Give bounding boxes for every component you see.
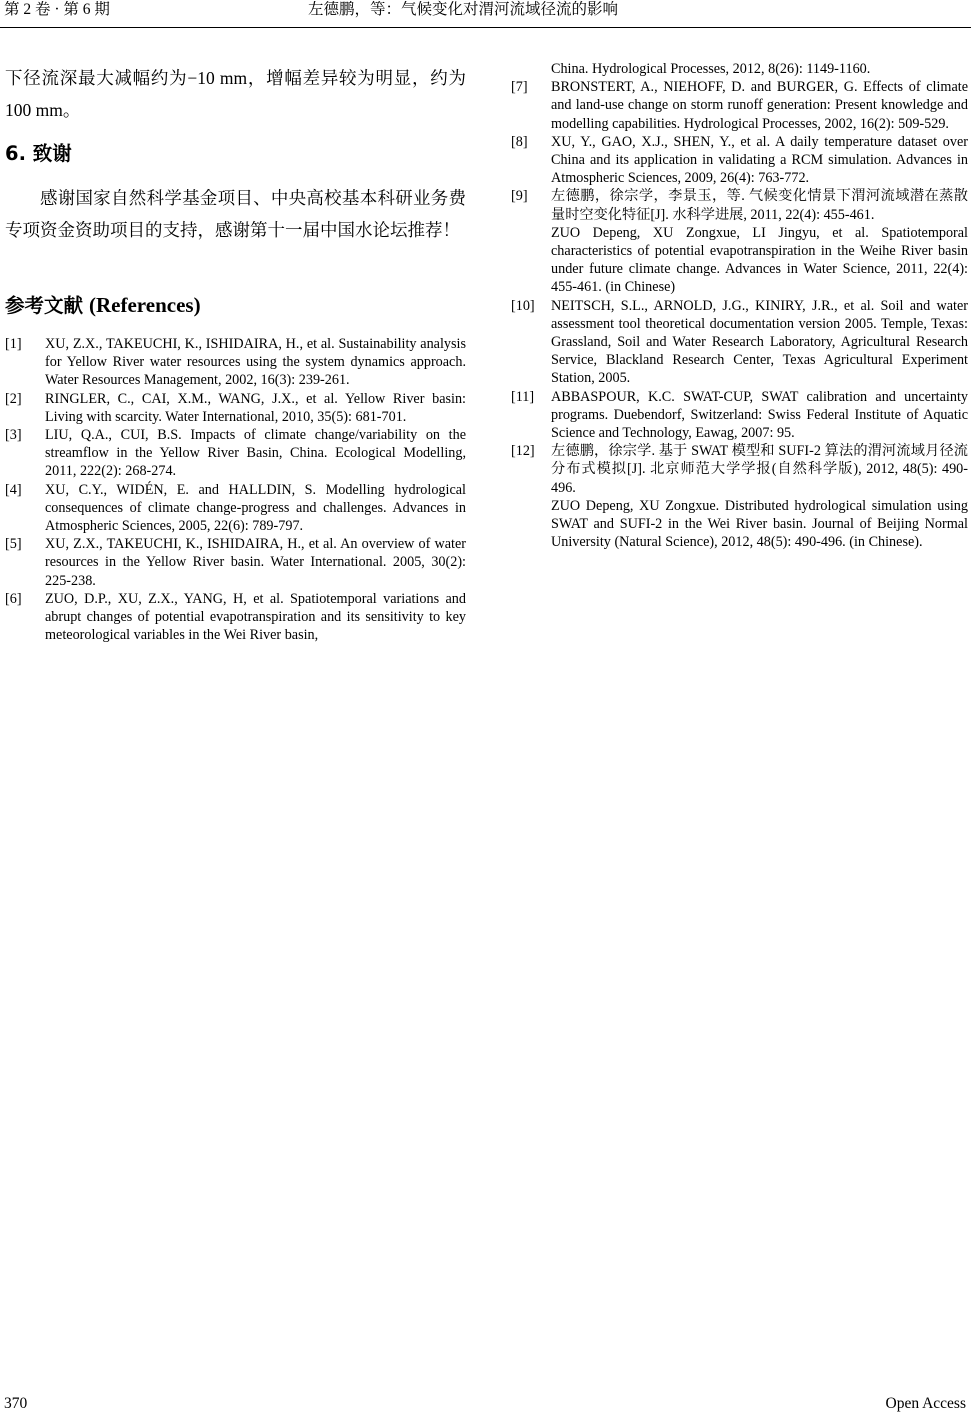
- reference-number: [12]: [511, 443, 535, 460]
- reference-text-cn: 左德鹏，徐宗学，李景玉，等. 气候变化情景下渭河流域潜在蒸散量时空变化特征[J]. 水科学进展, 2011, 22(4): 455-461.: [551, 188, 968, 223]
- reference-number: [8]: [511, 133, 528, 150]
- reference-item: [5, 481, 466, 536]
- reference-list-right: [511, 60, 968, 551]
- reference-text-en: ZUO Depeng, XU Zongxue. Distributed hydrological simulation using SWAT and SUFI-2 in the Wei River basin. Journal of Beijing Normal University (Natural Science), 2012, 48(5): 490-496. (in Chinese).: [551, 497, 968, 551]
- acknowledgement-heading: 6. 致谢: [5, 142, 72, 165]
- reference-text-cn: 左德鹏，徐宗学. 基于 SWAT 模型和 SUFI-2 算法的渭河流域月径流分布式模拟[J]. 北京师范大学学报(自然科学版), 2012, 48(5): 490-496.: [551, 443, 968, 496]
- reference-number: [511, 60, 551, 78]
- reference-item-continued: [511, 60, 968, 78]
- reference-number: [11]: [511, 388, 535, 405]
- reference-item: [511, 78, 968, 133]
- reference-number: [3]: [5, 427, 22, 444]
- page-number: 370: [4, 1395, 28, 1412]
- reference-text: XU, Y., GAO, X.J., SHEN, Y., et al. A daily temperature dataset over China and its application in validating a RCM simulation. Advances in Atmospheric Sciences, 2009, 26(4): 763-772.: [551, 133, 968, 187]
- volume-issue: 第 2 卷 · 第 6 期: [4, 1, 110, 18]
- publisher-brand: Open Access: [885, 1395, 966, 1412]
- reference-item: [511, 442, 968, 551]
- reference-text: NEITSCH, S.L., ARNOLD, J.G., KINIRY, J.R., et al. Soil and water assessment tool theoretical documentation version 2005. Temple, Texas: Grassland, Soil and Water Research Laboratory, Agricultural Research Service, Blackland Research Center, Texas Agricultural Experiment Station, 2005.: [551, 297, 968, 387]
- reference-item: [511, 388, 968, 443]
- reference-text: [551, 187, 968, 296]
- intro-paragraph: 下径流深最大减幅约为−10 mm，增幅差异较为明显，约为 100 mm。: [5, 68, 466, 120]
- reference-text: ZUO, D.P., XU, Z.X., YANG, H, et al. Spatiotemporal variations and abrupt changes of potential evapotranspiration and its sensitivity to key meteorological variables in the Wei River basin,: [45, 590, 466, 644]
- reference-number: [4]: [5, 481, 22, 498]
- references-heading-en: (References): [89, 293, 201, 317]
- right-column: [511, 60, 968, 551]
- reference-text: China. Hydrological Processes, 2012, 8(26): 1149-1160.: [551, 61, 871, 77]
- reference-text: XU, Z.X., TAKEUCHI, K., ISHIDAIRA, H., et al. Sustainability analysis for Yellow River water resources using the system dynamics approach. Water Resources Management, 2002, 16(3): 239-261.: [45, 336, 466, 389]
- reference-list-left: [5, 335, 466, 644]
- reference-text: BRONSTERT, A., NIEHOFF, D. and BURGER, G. Effects of climate and land-use change on storm runoff generation: Present knowledge and modelling capabilities. Hydrological Processes, 2002, 16(2): 509-529.: [551, 79, 968, 132]
- running-title: 左德鹏，等：气候变化对渭河流域径流的影响: [308, 1, 619, 18]
- reference-number: [7]: [511, 79, 528, 96]
- reference-number: [5]: [5, 536, 22, 553]
- running-header: [0, 0, 971, 28]
- reference-text: RINGLER, C., CAI, X.M., WANG, J.X., et al. Yellow River basin: Living with scarcity. Water International, 2010, 35(5): 681-701.: [45, 390, 466, 425]
- reference-item: [5, 590, 466, 645]
- reference-number: [9]: [511, 188, 528, 205]
- reference-item: [511, 133, 968, 188]
- reference-text: ABBASPOUR, K.C. SWAT-CUP, SWAT calibration and uncertainty programs. Duebendorf, Switzerland: Swiss Federal Institute of Aquatic Science and Technology, Eawag, 2007: 95.: [551, 388, 968, 442]
- acknowledgement-paragraph: 感谢国家自然科学基金项目、中央高校基本科研业务费专项资金资助项目的支持，感谢第十一届中国水论坛推荐！: [5, 188, 466, 240]
- references-heading: [5, 292, 466, 319]
- reference-number: [6]: [5, 590, 22, 607]
- reference-item: [5, 535, 466, 590]
- reference-item: [5, 335, 466, 390]
- reference-number: [10]: [511, 297, 535, 314]
- left-column: [5, 62, 466, 644]
- reference-text: XU, C.Y., WIDÉN, E. and HALLDIN, S. Modelling hydrological consequences of climate change-progress and challenges. Advances in Atmospheric Sciences, 2005, 22(6): 789-797.: [45, 481, 466, 535]
- reference-item: [5, 426, 466, 481]
- reference-number: [1]: [5, 336, 22, 352]
- reference-text: [551, 442, 968, 551]
- reference-text: XU, Z.X., TAKEUCHI, K., ISHIDAIRA, H., et al. An overview of water resources in the Yellow River basin. Water International. 2005, 30(2): 225-238.: [45, 536, 466, 589]
- reference-item: [511, 297, 968, 388]
- reference-text-en: ZUO Depeng, XU Zongxue, LI Jingyu, et al. Spatiotemporal characteristics of potential evapotranspiration in the Weihe River basin under future climate change. Advances in Water Science, 2011, 22(4): 455-461. (in Chinese): [551, 224, 968, 296]
- reference-number: [2]: [5, 390, 22, 407]
- reference-text: LIU, Q.A., CUI, B.S. Impacts of climate change/variability on the streamflow in the Yellow River Basin, China. Ecological Modelling, 2011, 222(2): 268-274.: [45, 427, 466, 480]
- references-heading-cn: 参考文献: [5, 294, 84, 317]
- reference-item: [511, 187, 968, 296]
- reference-item: [5, 390, 466, 426]
